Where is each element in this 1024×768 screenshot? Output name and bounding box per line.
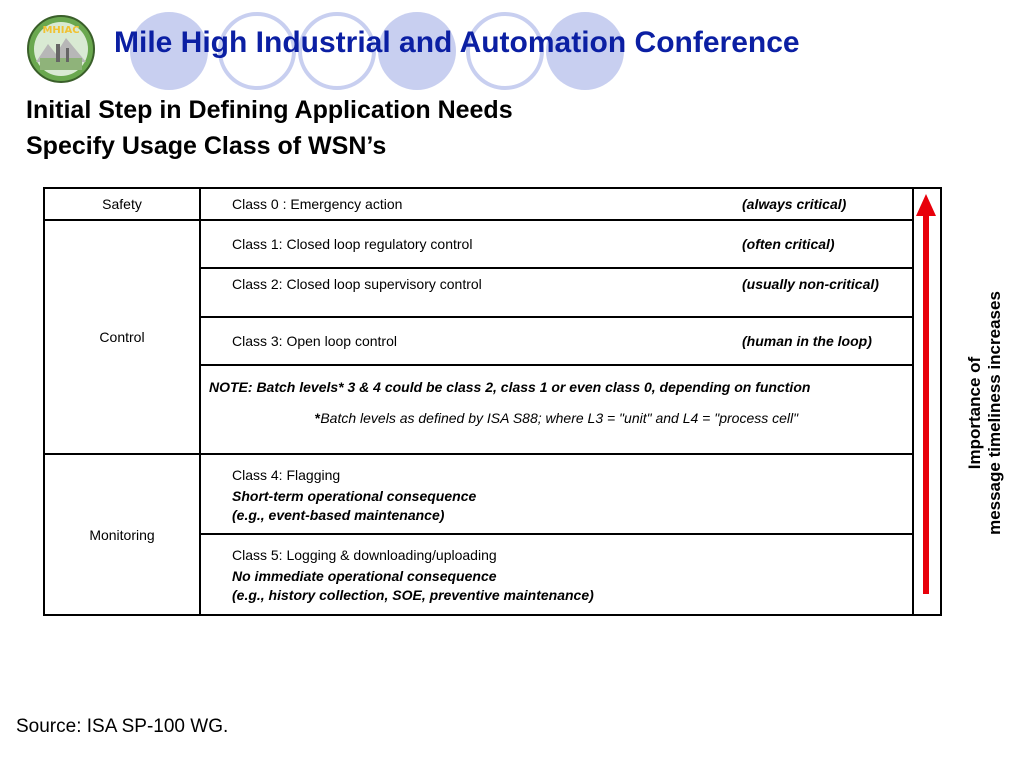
- timeliness-label-line1: Importance of: [965, 356, 984, 470]
- timeliness-label: [860, 288, 1024, 538]
- conference-logo: [26, 14, 96, 84]
- category-safety: Safety: [44, 188, 200, 220]
- batch-levels-note: NOTE: Batch levels* 3 & 4 could be class 2, class 1 or even class 0, depending on function: [209, 379, 811, 395]
- class3-criticality: (human in the loop): [742, 333, 872, 349]
- table-row: [44, 454, 941, 534]
- category-monitoring: Monitoring: [44, 454, 200, 615]
- class2-criticality: (usually non-critical): [742, 276, 879, 292]
- source-citation: Source: ISA SP-100 WG.: [16, 716, 229, 737]
- slide-title-line1: Initial Step in Defining Application Needs: [26, 96, 513, 124]
- batch-definition-text: Batch levels as defined by ISA S88; where L3 = "unit" and L4 = "process cell": [320, 410, 799, 426]
- class5-example: (e.g., history collection, SOE, preventive maintenance): [232, 587, 594, 603]
- class5-consequence: No immediate operational consequence: [232, 568, 497, 584]
- class3-name: Class 3: Open loop control: [232, 333, 397, 349]
- batch-note-cell: [200, 365, 913, 454]
- class4-name: Class 4: Flagging: [232, 467, 341, 483]
- slide-title-line2: Specify Usage Class of WSN’s: [26, 132, 387, 160]
- batch-definition-star: *: [314, 410, 321, 426]
- class0-name: Class 0 : Emergency action: [232, 196, 403, 212]
- category-control: Control: [44, 220, 200, 454]
- class1-name: Class 1: Closed loop regulatory control: [232, 236, 473, 252]
- class2-cell: [200, 268, 913, 317]
- table-row: [44, 220, 941, 268]
- class4-example: (e.g., event-based maintenance): [232, 507, 445, 523]
- conference-title: Mile High Industrial and Automation Conference: [114, 26, 800, 59]
- class0-cell: [200, 188, 913, 220]
- table-row: [44, 188, 941, 220]
- class5-cell: [200, 534, 913, 615]
- class4-cell: [200, 454, 913, 534]
- logo-text: MHIAC: [42, 25, 80, 36]
- slide-title: [26, 92, 513, 164]
- class2-name: Class 2: Closed loop supervisory control: [232, 276, 482, 292]
- batch-definition: [201, 396, 912, 426]
- class4-consequence: Short-term operational consequence: [232, 488, 477, 504]
- class1-criticality: (often critical): [742, 236, 835, 252]
- class1-cell: [200, 220, 913, 268]
- class3-cell: [200, 317, 913, 365]
- class0-criticality: (always critical): [742, 196, 847, 212]
- usage-class-table: [43, 187, 942, 616]
- timeliness-label-line2: message timeliness increases: [985, 291, 1004, 535]
- class5-name: Class 5: Logging & downloading/uploading: [232, 547, 497, 563]
